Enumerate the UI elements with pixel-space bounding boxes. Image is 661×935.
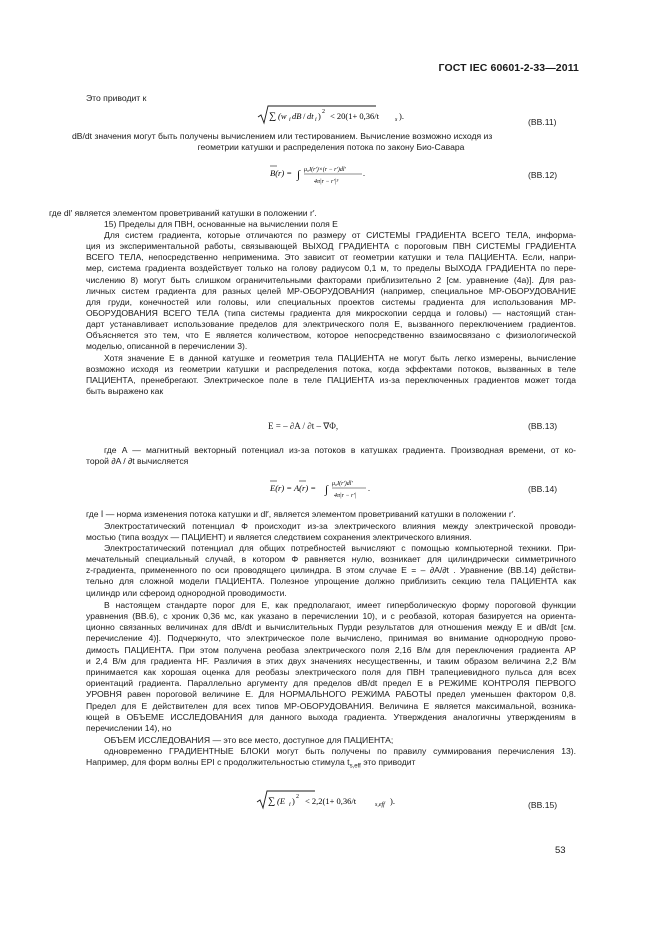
svg-text:E(r) = A(r) =: E(r) = A(r) = <box>270 483 317 493</box>
svg-text:.: . <box>363 169 365 178</box>
where-line: где dl′ является элементом проветриваний катушки в положении r′. <box>49 208 317 218</box>
svg-text:< 2,2(1+ 0,36/t: < 2,2(1+ 0,36/t <box>305 796 357 806</box>
equation-bb14 <box>268 474 378 504</box>
text-segment: Например, для форм волны EPI с продолжительностью стимула t <box>86 757 350 767</box>
dbdt-line-1: dB/dt значения могут быть получены вычислением или тестированием. Вычисление возможно исходя из <box>72 131 493 141</box>
text-line: числению 8) могут быть слишком ограничительными факторами приблизительно 2 [см. уравнение (4а)]. Для раз- <box>86 275 576 285</box>
text-line: ОБОРУДОВАНИЯ ВСЕГО ТЕЛА (типа системы градиента для микроскопии сердца и головы) — настоящий стан- <box>86 308 576 318</box>
text-line: мечательный специальный случай, в котором Φ равняется нулю, возникает для цилиндрически симметричного <box>86 554 576 564</box>
svg-text:2: 2 <box>322 109 325 115</box>
equation-bb12 <box>268 160 368 190</box>
text-line: ОБЪЕМ ИССЛЕДОВАНИЯ — это все место, доступное для ПАЦИЕНТА; <box>104 735 394 745</box>
text-line: быть выражено как <box>86 386 164 396</box>
text-line: Электростатический потенциал для общих потребностей вычисляют с помощью компьютерной техники. При- <box>104 543 576 553</box>
svg-text:s: s <box>395 117 398 123</box>
svg-text:dt: dt <box>307 111 314 121</box>
text-line: ющей в ОБЪЕМЕ ИССЛЕДОВАНИЯ для данного выхода градиента. Утверждения аналогичны утверждениям в <box>86 712 576 722</box>
text-line: и 2,4 В/м для градиента HF. Различия в этих двух значениях несущественны, и таким образом величина 2,2 В/м <box>86 656 576 666</box>
equation-number: (ВВ.12) <box>528 170 558 180</box>
standard-header: ГОСТ IEC 60601-2-33—2011 <box>438 62 579 74</box>
text-line: возможно исходя из геометрии катушки и распределения потока, когда эффектами потоков, вызванных в теле <box>86 364 576 374</box>
text-line: где A — магнитный векторный потенциал из-за потоков в катушках градиента. Производная времени, от ко- <box>104 445 576 455</box>
text-line: димость ПАЦИЕНТА. При этом получена реобаза электрического поля 2,16 В/м для переключения градиента AP <box>86 645 576 655</box>
equation-number: (ВВ.14) <box>528 484 558 494</box>
equation-bb13: E = – ∂A / ∂t – ∇Φ, <box>268 421 339 431</box>
page-number: 53 <box>555 845 566 856</box>
equation-number: (ВВ.11) <box>528 117 557 127</box>
svg-text:∑: ∑ <box>268 796 276 807</box>
svg-text:μ₀I(r′)dl′: μ₀I(r′)dl′ <box>332 481 353 487</box>
text-line: дарт устанавливает использование пределов для электрического поля E, вызванного переключением градиентов. <box>86 319 576 329</box>
text-line: принимается как хорошая оценка для реобазы электрического поля для ПВН трапециевидного пульса для всех <box>86 667 576 677</box>
text-line: перечислении 14), но <box>86 723 172 733</box>
text-line: мостью (типа воздух — ПАЦИЕНТ) и является следствием сохранения электрического влияния. <box>86 532 472 542</box>
text-line: Для систем градиента, которые отличаются по размеру от СИСТЕМЫ ГРАДИЕНТА ВСЕГО ТЕЛА, информа- <box>104 230 576 240</box>
svg-text:B(r) =: B(r) = <box>270 168 293 178</box>
svg-text:i: i <box>289 802 291 808</box>
svg-text:.: . <box>368 484 370 493</box>
text-line: УРОВНЯ равен пороговой величине E. Для НОРМАЛЬНОГО РЕЖИМА РАБОТЫ предел уменьшен фактором 0,8. <box>86 689 576 699</box>
svg-text:4π|r − r′|: 4π|r − r′| <box>334 493 357 499</box>
text-line: ционно связанных величинах для dB/dt и вычислительных Пурди результатов для отношения между E и dB/dt [см. <box>86 622 576 632</box>
svg-text:∫: ∫ <box>325 484 329 496</box>
text-line: В настоящем стандарте порог для E, как предполагают, имеет гиперболическую форму пороговой функции <box>104 600 576 610</box>
svg-text:i: i <box>315 117 317 123</box>
text-line: ПАЦИЕНТА, пренебрегают. Электрическое поле в теле ПАЦИЕНТА из-за переключенных градиентов может тогда <box>86 375 576 385</box>
svg-text:(w: (w <box>278 111 287 121</box>
text-line: перечисление 4)]. Подчеркнуто, что электрическое поле вычислено, принимая во внимание однородную прово- <box>86 633 576 643</box>
text-line: ВСЕГО ТЕЛА, непосредственно неприменима. Это зависит от геометрии катушки и тела ПАЦИЕНТА. Если, напри- <box>86 252 576 262</box>
text-line: мер, система градиента воздействует только на голову радиусом 0,1 м, то пределы ВЫХОДА ГРАДИЕНТА по пере- <box>86 263 576 273</box>
equation-number: (ВВ.13) <box>528 421 558 431</box>
equation-bb11 <box>256 104 426 126</box>
text-line: где İ — норма изменения потока катушки и dl′, является элементом проветриваний катушки в положении r′. <box>86 509 516 519</box>
text-line: одновременно ГРАДИЕНТНЫЕ БЛОКИ могут быть получены по правилу суммирования перечисления 13). <box>104 746 576 756</box>
svg-text:∫: ∫ <box>297 169 301 181</box>
text-line: Объясняется это тем, что E является количеством, которое непосредственно взаимосвязано с физиологической <box>86 330 576 340</box>
text-line: Предел для E действителен для всех типов МР-ОБОРУДОВАНИЯ. Величина E является максимальной, возника- <box>86 701 576 711</box>
svg-text:s,eff: s,eff <box>375 802 385 808</box>
text-segment: это приводит <box>360 757 416 767</box>
svg-text:).: ). <box>399 111 404 121</box>
item-15-heading: 15) Пределы для ПВН, основанные на вычислении поля E <box>104 219 338 229</box>
text-line: тельно для сложной модели ПАЦИЕНТА. Полезное упрощение должно приблизить секцию тела ПАЦИЕНТА как <box>86 576 576 586</box>
text-line: личных систем градиента для разных целей МР-ОБОРУДОВАНИЯ (например, специальное МР-ОБОРУДОВАНИЕ <box>86 286 576 296</box>
svg-text:μ₀I(r′)×(r − r′)dl′: μ₀I(r′)×(r − r′)dl′ <box>304 167 346 173</box>
text-line: ориентаций градиента. Параллельно аргументу для пределов dB/dt предел E в РЕЖИМЕ КОНТРОЛЯ ПЕРВОГО <box>86 678 576 688</box>
dbdt-line-2: геометрии катушки и распределения потока по закону Био-Савара <box>197 142 465 152</box>
svg-text:dB: dB <box>292 111 302 121</box>
svg-text:4π|r − r′|³: 4π|r − r′|³ <box>314 179 339 185</box>
text-line: уравнения (ВВ.6), с хроник 0,36 мс, как указано в перечислении 10), и с реобазой, которая базируется на ориента- <box>86 611 576 621</box>
svg-text:i: i <box>289 117 291 123</box>
svg-text:< 20(1+ 0,36/t: < 20(1+ 0,36/t <box>330 111 380 121</box>
text-line: для груди, конечностей или головы, или специальных проектов системы градиента для использования МР- <box>86 297 576 307</box>
svg-text:∑: ∑ <box>269 111 277 122</box>
text-line: Хотя значение E в данной катушке и геометрия тела ПАЦИЕНТА не могут быть легко измерены, вычисление <box>104 353 576 363</box>
svg-text:): ) <box>292 796 295 806</box>
svg-text:).: ). <box>390 796 395 806</box>
text-line: Электростатический потенциал Φ происходит из-за электрического влияния между электрической проводи- <box>104 521 576 531</box>
equation-number: (ВВ.15) <box>528 800 558 810</box>
svg-text:): ) <box>318 111 321 121</box>
text-line-with-subscript <box>86 757 415 773</box>
text-line: ция из экспериментальной работы, связывающей ВЫХОД ГРАДИЕНТА с пороговым ПВН СИСТЕМЫ ГРАДИЕНТА <box>86 241 576 251</box>
text-line: цилиндр или сфероид однородной проводимости. <box>86 588 287 598</box>
svg-text:/: / <box>303 111 306 121</box>
text-line: торой ∂A / ∂t вычисляется <box>86 456 189 466</box>
intro-line: Это приводит к <box>86 93 147 103</box>
subscript: s,eff <box>349 763 361 770</box>
text-line: моделью, описанной в перечислении 3). <box>86 341 248 351</box>
equation-bb15 <box>255 789 425 811</box>
text-line: z-градиента, примененного по оси проводящего цилиндра. В этом случае E = – ∂A/∂t . Уравнение (ВВ.14) действи- <box>86 565 576 575</box>
svg-text:2: 2 <box>296 794 299 800</box>
svg-text:(E: (E <box>277 796 286 806</box>
